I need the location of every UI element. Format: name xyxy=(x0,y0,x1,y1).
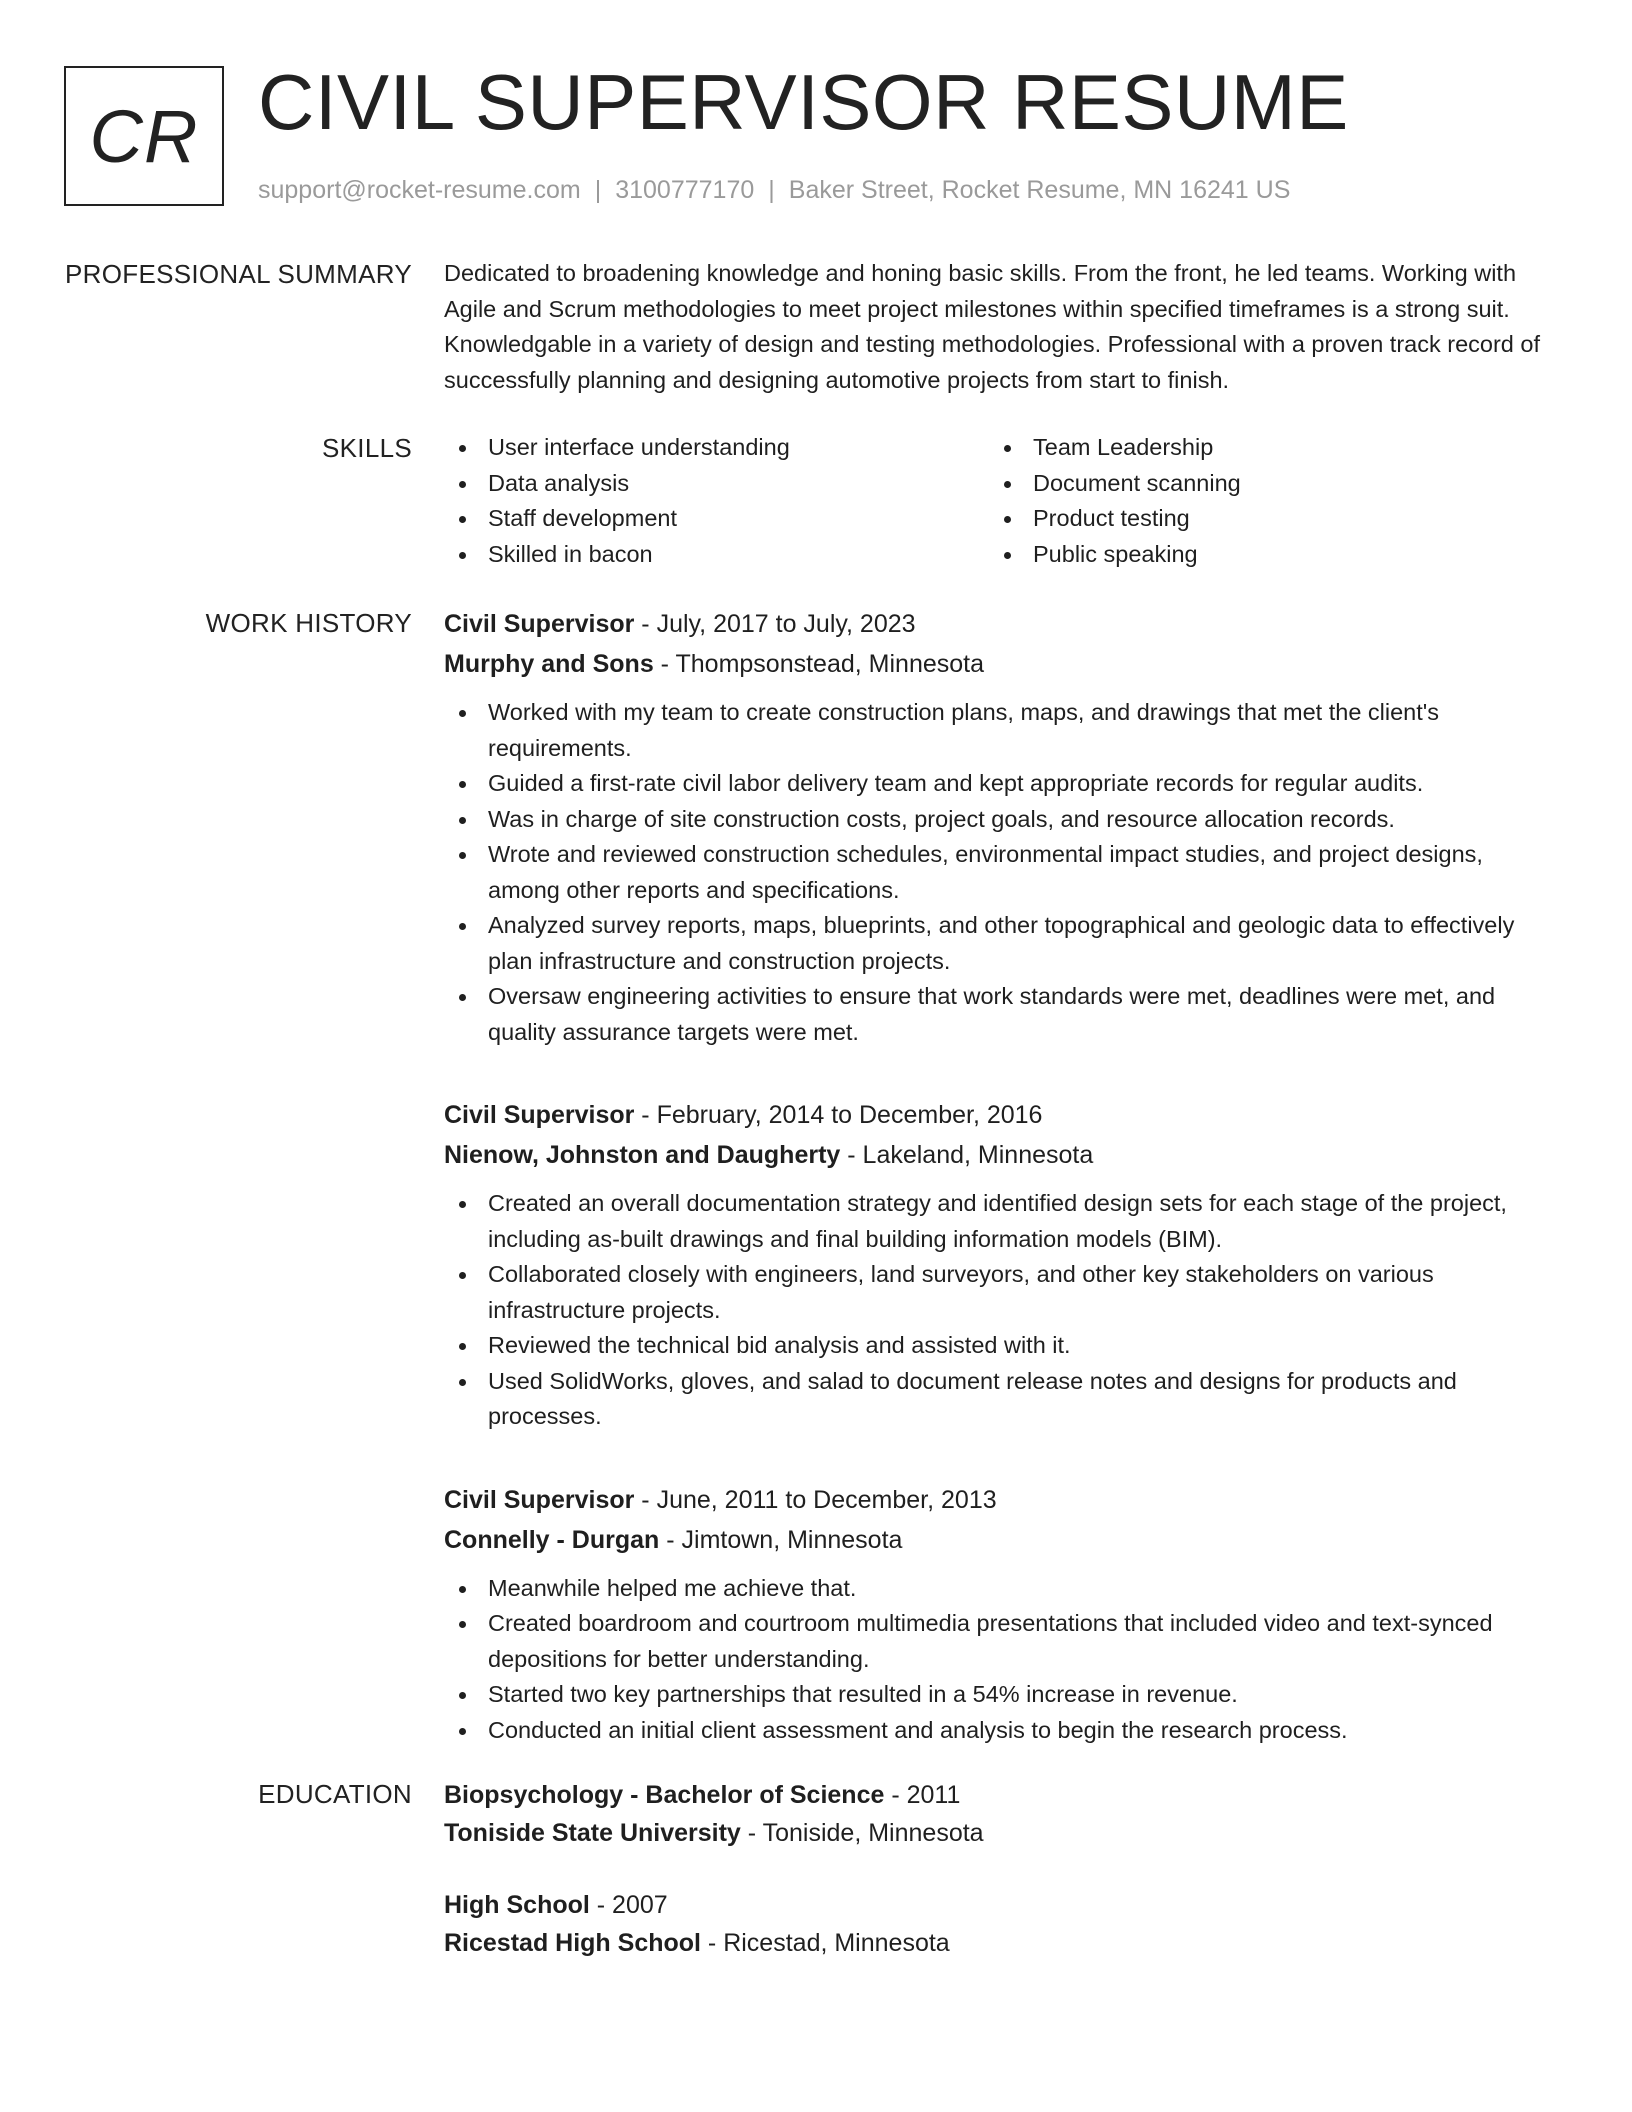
job-bullet: Guided a first-rate civil labor delivery team and kept appropriate records for regular audits. xyxy=(444,766,1554,802)
job-bullet: Worked with my team to create construction plans, maps, and drawings that met the client's requirements. xyxy=(444,695,1554,766)
work-history-body xyxy=(444,605,1554,1794)
job-company-line xyxy=(444,645,1554,683)
contact-separator: | xyxy=(768,176,775,204)
job-company: Connelly - Durgan xyxy=(444,1525,660,1554)
job-bullet: Created an overall documentation strategy and identified design sets for each stage of the project, including as-built drawings and final building information models (BIM). xyxy=(444,1186,1554,1257)
skill-item: Staff development xyxy=(444,501,989,537)
job-company-line xyxy=(444,1521,1554,1559)
education-entry xyxy=(444,1886,1554,1962)
summary-label: PROFESSIONAL SUMMARY xyxy=(65,259,412,289)
job-company: Murphy and Sons xyxy=(444,650,654,678)
skill-item: Document scanning xyxy=(989,466,1534,502)
summary-body xyxy=(444,256,1554,398)
job-bullet: Meanwhile helped me achieve that. xyxy=(444,1571,1554,1607)
contact-phone[interactable]: 3100777170 xyxy=(615,176,755,204)
job-bullet: Reviewed the technical bid analysis and assisted with it. xyxy=(444,1328,1554,1364)
skills-grid xyxy=(444,430,1554,572)
job-bullets xyxy=(444,695,1554,1050)
job-title-line xyxy=(444,1481,1554,1519)
education-degree-line xyxy=(444,1886,1554,1924)
job-location: - Jimtown, Minnesota xyxy=(659,1525,903,1554)
job-entry xyxy=(444,1481,1554,1749)
education-school-line xyxy=(444,1924,1554,1962)
skill-item: User interface understanding xyxy=(444,430,989,466)
job-bullets xyxy=(444,1186,1554,1435)
job-bullet: Conducted an initial client assessment and analysis to begin the research process. xyxy=(444,1713,1554,1749)
education-school-line xyxy=(444,1814,1554,1852)
job-bullet: Wrote and reviewed construction schedules, environmental impact studies, and project designs, among other reports and specifications. xyxy=(444,837,1554,908)
skills-label: SKILLS xyxy=(322,433,412,463)
job-dates: - February, 2014 to December, 2016 xyxy=(634,1101,1043,1129)
contact-line xyxy=(258,172,1290,208)
job-bullet: Created boardroom and courtroom multimedia presentations that included video and text-synced depositions for better understanding. xyxy=(444,1606,1554,1677)
job-location: - Thompsonstead, Minnesota xyxy=(653,650,985,678)
job-entry xyxy=(444,605,1554,1050)
skill-item: Product testing xyxy=(989,501,1534,537)
job-title: Civil Supervisor xyxy=(444,1485,635,1514)
work-history-label: WORK HISTORY xyxy=(205,608,412,638)
education-degree-line xyxy=(444,1776,1554,1814)
job-location: - Lakeland, Minnesota xyxy=(840,1141,1094,1169)
education-label: EDUCATION xyxy=(258,1779,412,1809)
job-title: Civil Supervisor xyxy=(444,1101,635,1129)
education-degree: High School xyxy=(444,1891,590,1919)
job-company: Nienow, Johnston and Daugherty xyxy=(444,1141,841,1169)
skill-item: Data analysis xyxy=(444,466,989,502)
education-degree: Biopsychology - Bachelor of Science xyxy=(444,1781,885,1809)
job-title-line xyxy=(444,1096,1554,1134)
education-location: - Ricestad, Minnesota xyxy=(700,1929,950,1957)
contact-email[interactable]: support@rocket-resume.com xyxy=(258,176,581,204)
summary-text: Dedicated to broadening knowledge and honing basic skills. From the front, he led teams. Working with Agile and Scrum methodologies to meet project milestones within specified timeframes is a strong suit. Knowledgable in a variety of design and testing methodologies. Professional with a proven track record of successfully planning and designing automotive projects from start to finish. xyxy=(444,260,1540,393)
education-location: - Toniside, Minnesota xyxy=(740,1819,984,1847)
education-year: - 2007 xyxy=(589,1891,668,1919)
resume-title: CIVIL SUPERVISOR RESUME xyxy=(258,58,1349,146)
job-company-line xyxy=(444,1136,1554,1174)
skills-column-right xyxy=(989,430,1534,572)
education-body xyxy=(444,1776,1554,1996)
job-bullet: Used SolidWorks, gloves, and salad to document release notes and designs for products and processes. xyxy=(444,1364,1554,1435)
contact-separator: | xyxy=(594,176,602,204)
job-bullet: Oversaw engineering activities to ensure that work standards were met, deadlines were met, and quality assurance targets were met. xyxy=(444,979,1554,1050)
contact-address: Baker Street, Rocket Resume, MN 16241 US xyxy=(788,176,1291,204)
education-school: Toniside State University xyxy=(444,1819,741,1847)
job-bullet: Analyzed survey reports, maps, blueprints, and other topographical and geologic data to effectively plan infrastructure and construction projects. xyxy=(444,908,1554,979)
job-bullet: Started two key partnerships that resulted in a 54% increase in revenue. xyxy=(444,1677,1554,1713)
skill-item: Skilled in bacon xyxy=(444,537,989,573)
monogram-logo: CR xyxy=(64,66,224,206)
job-dates: - July, 2017 to July, 2023 xyxy=(634,610,916,638)
job-dates: - June, 2011 to December, 2013 xyxy=(634,1485,997,1514)
skill-item: Public speaking xyxy=(989,537,1534,573)
education-entry xyxy=(444,1776,1554,1852)
job-title-line xyxy=(444,605,1554,643)
education-school: Ricestad High School xyxy=(444,1929,701,1957)
job-entry xyxy=(444,1096,1554,1435)
job-bullet: Collaborated closely with engineers, land surveyors, and other key stakeholders on various infrastructure projects. xyxy=(444,1257,1554,1328)
job-bullets xyxy=(444,1571,1554,1749)
skills-column-left xyxy=(444,430,989,572)
skill-item: Team Leadership xyxy=(989,430,1534,466)
job-bullet: Was in charge of site construction costs, project goals, and resource allocation records. xyxy=(444,802,1554,838)
job-title: Civil Supervisor xyxy=(444,610,635,638)
education-year: - 2011 xyxy=(884,1781,961,1809)
